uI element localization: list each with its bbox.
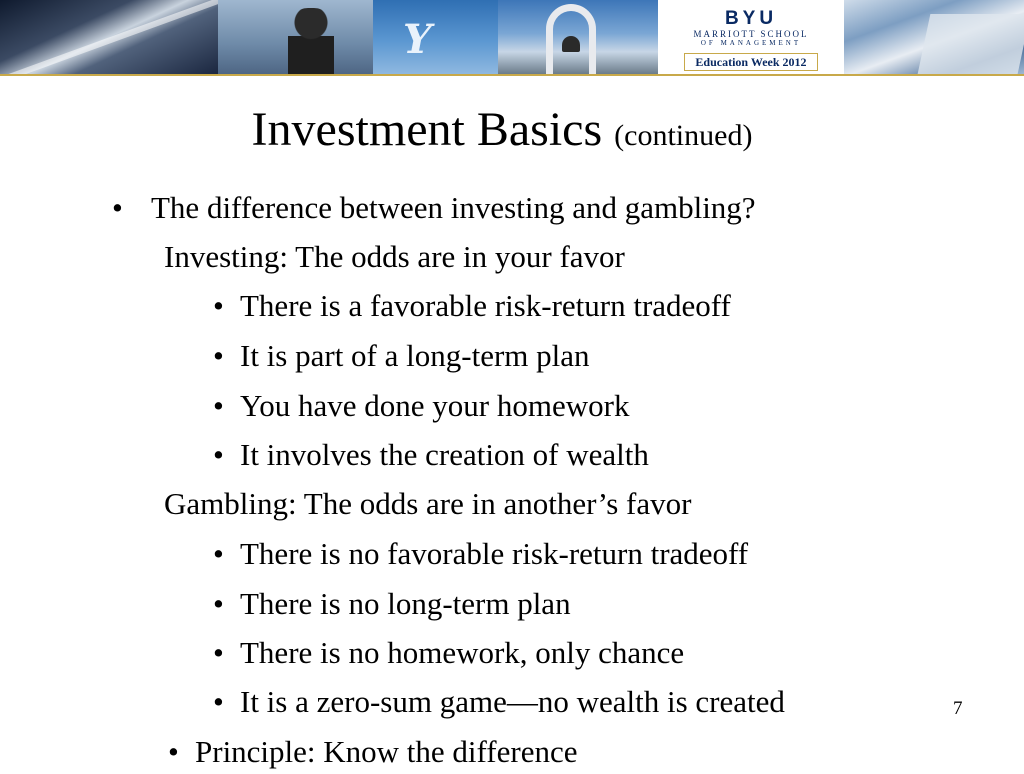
gambling-heading: Gambling: The odds are in another’s favor (164, 486, 692, 521)
bullet-icon: • (213, 388, 224, 423)
investing-point-3: You have done your homework (240, 388, 630, 423)
slide-title-suffix: (continued) (614, 119, 753, 152)
bullet-icon: • (213, 536, 224, 571)
list-item (213, 284, 731, 328)
gambling-point-2: There is no long-term plan (240, 586, 571, 621)
principle-text: Principle: Know the difference (195, 734, 578, 769)
bullet-icon: • (168, 734, 179, 769)
list-item (213, 433, 649, 477)
bullet-principle (168, 730, 578, 774)
investing-point-4: It involves the creation of wealth (240, 437, 649, 472)
logo-management: OF MANAGEMENT (700, 39, 802, 47)
banner-divider (0, 74, 1024, 76)
mountain-y-photo (373, 0, 498, 74)
statue-figure (288, 8, 334, 74)
y-mountain-icon: Y (403, 16, 432, 63)
bullet-icon: • (112, 190, 123, 225)
gambling-point-3: There is no homework, only chance (240, 635, 685, 670)
investing-point-2: It is part of a long-term plan (240, 338, 590, 373)
slide-title-main: Investment Basics (251, 103, 603, 156)
list-item (213, 631, 684, 675)
gambling-point-1: There is no favorable risk-return tradeoff (240, 536, 749, 571)
bullet-question (112, 186, 756, 230)
bullet-icon: • (213, 437, 224, 472)
bullet-icon: • (213, 338, 224, 373)
list-item (213, 334, 590, 378)
list-item (213, 680, 785, 724)
byu-logo-panel (658, 0, 844, 74)
bullet-icon: • (213, 684, 224, 719)
bullet-icon: • (213, 586, 224, 621)
list-item (213, 384, 629, 428)
bullet-icon: • (213, 288, 224, 323)
event-label: Education Week 2012 (684, 53, 817, 71)
bell-tower-photo (498, 0, 658, 74)
slide-title (0, 100, 1004, 166)
header-banner (0, 0, 1024, 74)
bullet-icon: • (213, 635, 224, 670)
page-number: 7 (953, 698, 963, 719)
campus-building-photo (844, 0, 1024, 74)
logo-school: MARRIOTT SCHOOL (693, 29, 809, 39)
investing-point-1: There is a favorable risk-return tradeoff (240, 288, 731, 323)
list-item (213, 532, 748, 576)
statue-photo (218, 0, 373, 74)
list-item (213, 582, 571, 626)
bell-icon (562, 36, 580, 52)
question-text: The difference between investing and gambling? (151, 190, 756, 225)
gambling-point-4: It is a zero-sum game—no wealth is created (240, 684, 785, 719)
investing-heading: Investing: The odds are in your favor (164, 239, 625, 274)
logo-byu: BYU (724, 8, 778, 29)
building-photo (0, 0, 218, 74)
